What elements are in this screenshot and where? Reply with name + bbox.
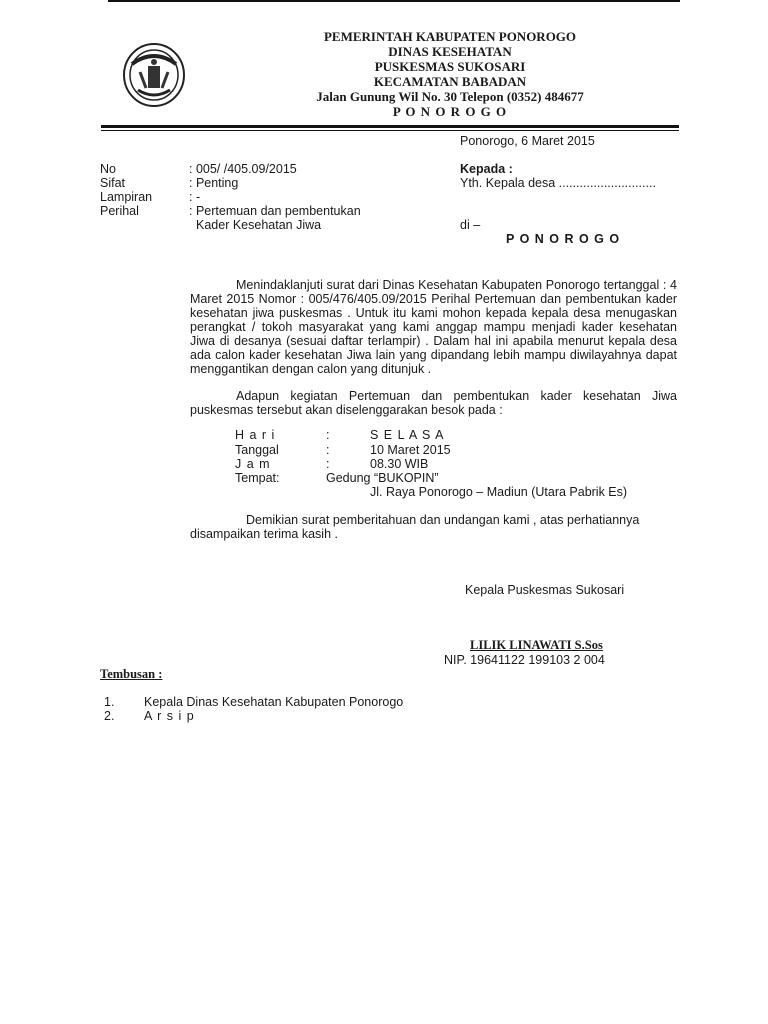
schedule-time-value: 08.30 WIB xyxy=(370,457,429,471)
recipient-di: di – xyxy=(460,218,481,232)
closing-line-2: disampaikan terima kasih . xyxy=(190,527,338,541)
no-label: No xyxy=(100,162,116,176)
tembusan-item-number: 1. xyxy=(104,695,115,709)
header-divider-thick xyxy=(101,125,679,128)
schedule-place-label: Tempat: xyxy=(235,471,280,485)
schedule-day-label: H a r i xyxy=(235,428,276,442)
header-city: P O N O R O G O xyxy=(392,104,508,119)
header-address: Jalan Gunung Wil No. 30 Telepon (0352) 484677 xyxy=(316,89,584,104)
tembusan-item-text: A r s i p xyxy=(144,709,195,723)
signature-title: Kepala Puskesmas Sukosari xyxy=(465,583,625,597)
schedule-time-colon: : xyxy=(326,457,330,471)
lampiran-label: Lampiran xyxy=(100,190,153,204)
letter-date: Ponorogo, 6 Maret 2015 xyxy=(460,134,595,148)
recipient-city: P O N O R O G O xyxy=(506,232,621,246)
perihal-value-line2: Kader Kesehatan Jiwa xyxy=(196,218,322,232)
closing-line-1: Demikian surat pemberitahuan dan undangan kami , atas perhatiannya xyxy=(246,513,640,527)
schedule-place-value-line2: Jl. Raya Ponorogo – Madiun (Utara Pabrik Es) xyxy=(370,485,628,499)
no-value: : 005/ /405.09/2015 xyxy=(189,162,297,176)
recipient-addressee: Yth. Kepala desa ............................ xyxy=(460,176,656,190)
lampiran-value: : - xyxy=(189,190,201,204)
tembusan-heading: Tembusan : xyxy=(100,667,163,681)
schedule-date-label: Tanggal xyxy=(235,443,279,457)
signatory-name: LILIK LINAWATI S.Sos xyxy=(470,638,603,652)
top-border-line xyxy=(108,0,680,2)
header-line-puskesmas: PUSKESMAS SUKOSARI xyxy=(374,59,526,74)
kepada-label: Kepada : xyxy=(460,162,513,176)
tembusan-item-text: Kepala Dinas Kesehatan Kabupaten Ponorogo xyxy=(144,695,404,709)
body-paragraph-1: Menindaklanjuti surat dari Dinas Kesehatan Kabupaten Ponorogo tertanggal : 4 Maret 2015 Nomor : 005/476/405.09/2015 Perihal Pertemuan dan pembentukan kader kesehatan jiwa puskesmas . Untuk itu kami mohon kepada kepala desa menugaskan perangkat / tokoh masyarakat yang kami anggap mampu menjadi kader kesehatan Jiwa di desanya (sesuai daftar terlampir) . Dalam hal ini apabila menurut kepala desa ada calon kader kesehatan Jiwa lain yang dipandang lebih mampu diwilayahnya dapat menggantikan dengan calon yang ditunjuk . xyxy=(190,278,677,376)
perihal-value-line1: : Pertemuan dan pembentukan xyxy=(189,204,361,218)
schedule-day-value: S E L A S A xyxy=(370,428,445,442)
header-line-government: PEMERINTAH KABUPATEN PONOROGO xyxy=(323,29,577,44)
schedule-date-value: 10 Maret 2015 xyxy=(370,443,451,457)
regency-seal-logo xyxy=(122,42,186,108)
schedule-time-label: J a m xyxy=(235,457,271,471)
schedule-day-colon: : xyxy=(326,428,330,442)
header-line-district: KECAMATAN BABADAN xyxy=(373,74,527,89)
perihal-label: Perihal xyxy=(100,204,139,218)
header-divider-thin xyxy=(101,130,679,131)
schedule-place-value-line1: Gedung “BUKOPIN” xyxy=(326,471,439,485)
header-line-department: DINAS KESEHATAN xyxy=(388,44,512,59)
body-paragraph-2: Adapun kegiatan Pertemuan dan pembentukan kader kesehatan Jiwa puskesmas tersebut akan diselenggarakan besok pada : xyxy=(190,389,677,417)
sifat-value: : Penting xyxy=(189,176,239,190)
schedule-date-colon: : xyxy=(326,443,330,457)
sifat-label: Sifat xyxy=(100,176,126,190)
signatory-nip: NIP. 19641122 199103 2 004 xyxy=(444,653,605,667)
tembusan-item-number: 2. xyxy=(104,709,115,723)
